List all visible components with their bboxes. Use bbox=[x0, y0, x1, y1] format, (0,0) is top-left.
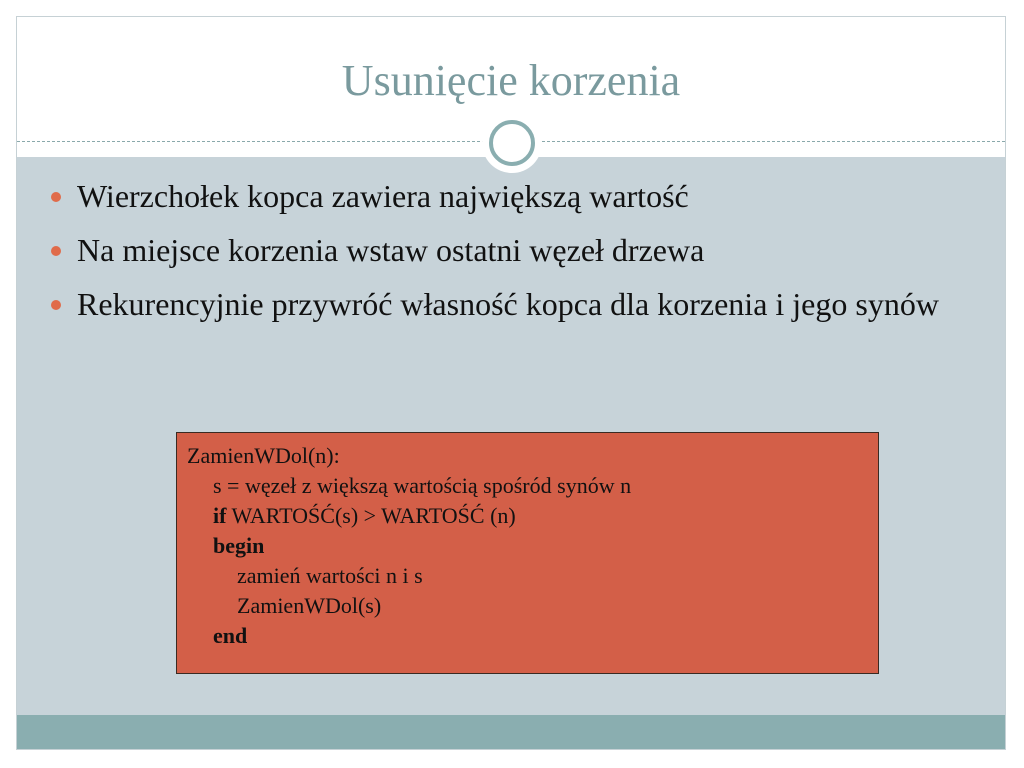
code-if-line bbox=[187, 501, 868, 531]
bullet-item bbox=[47, 177, 987, 215]
code-header: ZamienWDol(n): bbox=[187, 443, 340, 468]
bullet-dot-icon bbox=[51, 192, 61, 202]
bullet-text: Na miejsce korzenia wstaw ostatni węzeł drzewa bbox=[77, 232, 705, 268]
pseudocode-box bbox=[176, 432, 879, 674]
code-keyword-if: if bbox=[213, 503, 227, 528]
bullet-list bbox=[47, 177, 987, 339]
bullet-text: Rekurencyjnie przywróć własność kopca dla korzenia i jego synów bbox=[77, 286, 939, 322]
code-if-condition: WARTOŚĆ(s) > WARTOŚĆ (n) bbox=[226, 503, 516, 528]
bullet-text: Wierzchołek kopca zawiera największą wartość bbox=[77, 178, 689, 214]
code-line: ZamienWDol(s) bbox=[237, 593, 382, 618]
code-line: zamień wartości n i s bbox=[237, 563, 423, 588]
code-keyword-end: end bbox=[213, 623, 248, 648]
footer-bar bbox=[17, 715, 1005, 750]
bullet-dot-icon bbox=[51, 246, 61, 256]
code-keyword-begin: begin bbox=[213, 533, 265, 558]
circle-ornament-icon bbox=[489, 120, 535, 166]
code-line: s = węzeł z większą wartością spośród synów n bbox=[213, 473, 632, 498]
bullet-item bbox=[47, 231, 987, 269]
bullet-item bbox=[47, 285, 987, 323]
bullet-dot-icon bbox=[51, 300, 61, 310]
slide bbox=[16, 16, 1006, 750]
slide-title: Usunięcie korzenia bbox=[341, 56, 681, 105]
